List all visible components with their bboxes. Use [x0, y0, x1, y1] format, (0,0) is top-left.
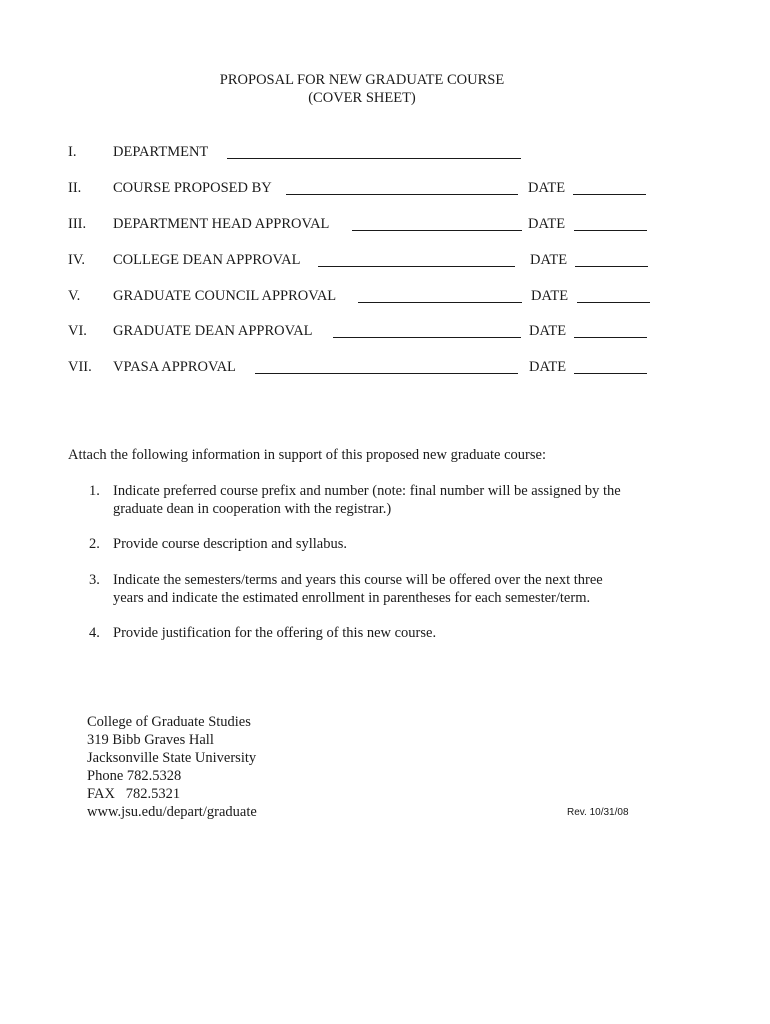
- office-building: 319 Bibb Graves Hall: [87, 732, 214, 748]
- date-label: DATE: [528, 180, 566, 196]
- row-number: II.: [68, 180, 82, 196]
- row-number: VI.: [68, 323, 87, 339]
- row-number: IV.: [68, 252, 86, 268]
- row-label: GRADUATE DEAN APPROVAL: [113, 323, 313, 339]
- department-head-date-line[interactable]: [574, 216, 647, 231]
- item-text: [113, 624, 653, 642]
- item-line: years and indicate the estimated enrollment in parentheses for each semester/term.: [113, 590, 591, 606]
- office-name: College of Graduate Studies: [87, 714, 251, 730]
- row-label: VPASA APPROVAL: [113, 359, 236, 375]
- row-number: VII.: [68, 359, 92, 375]
- item-text: [113, 482, 653, 518]
- graduate-council-signature-line[interactable]: [358, 288, 522, 303]
- approval-row-vpasa: [0, 357, 770, 377]
- website-link[interactable]: www.jsu.edu/depart/graduate: [87, 804, 257, 820]
- instructions-intro: Attach the following information in support of this proposed new graduate course:: [68, 447, 546, 463]
- item-number: 4.: [89, 625, 100, 641]
- row-label: DEPARTMENT HEAD APPROVAL: [113, 216, 330, 232]
- approval-row-college-dean: [0, 250, 770, 270]
- row-label: COLLEGE DEAN APPROVAL: [113, 252, 301, 268]
- row-number: V.: [68, 288, 81, 304]
- college-dean-signature-line[interactable]: [318, 252, 515, 267]
- vpasa-date-line[interactable]: [574, 359, 647, 374]
- graduate-council-date-line[interactable]: [577, 288, 650, 303]
- department-head-signature-line[interactable]: [352, 216, 522, 231]
- approval-row-department-head: [0, 214, 770, 234]
- date-label: DATE: [528, 216, 566, 232]
- date-label: DATE: [529, 323, 567, 339]
- department-signature-line[interactable]: [227, 144, 521, 159]
- graduate-dean-signature-line[interactable]: [333, 323, 521, 338]
- item-line: Indicate preferred course prefix and number (note: final number will be assigned by the: [113, 483, 621, 499]
- item-line: Provide justification for the offering of this new course.: [113, 625, 437, 641]
- row-label: DEPARTMENT: [113, 144, 209, 160]
- approval-row-graduate-council: [0, 286, 770, 306]
- date-label: DATE: [529, 359, 567, 375]
- revision-date: Rev. 10/31/08: [567, 807, 629, 818]
- course-proposed-by-signature-line[interactable]: [286, 180, 518, 195]
- item-text: [113, 571, 653, 607]
- row-label: GRADUATE COUNCIL APPROVAL: [113, 288, 337, 304]
- course-proposed-by-date-line[interactable]: [573, 180, 646, 195]
- row-label: COURSE PROPOSED BY: [113, 180, 272, 196]
- graduate-dean-date-line[interactable]: [574, 323, 647, 338]
- item-number: 1.: [89, 483, 100, 499]
- item-line: Indicate the semesters/terms and years this course will be offered over the next three: [113, 572, 603, 588]
- approval-row-course-proposed-by: [0, 178, 770, 198]
- date-label: DATE: [531, 288, 569, 304]
- item-number: 2.: [89, 536, 100, 552]
- vpasa-signature-line[interactable]: [255, 359, 518, 374]
- item-line: Provide course description and syllabus.: [113, 536, 347, 552]
- row-number: III.: [68, 216, 87, 232]
- item-text: [113, 535, 653, 553]
- university-name: Jacksonville State University: [87, 750, 257, 766]
- approval-row-department: [0, 142, 770, 162]
- phone-number: Phone 782.5328: [87, 768, 182, 784]
- item-line: graduate dean in cooperation with the registrar.): [113, 501, 392, 517]
- row-number: I.: [68, 144, 77, 160]
- fax-number: FAX 782.5321: [87, 786, 181, 802]
- page-subtitle: (COVER SHEET): [308, 90, 416, 106]
- office-address: [87, 713, 257, 821]
- college-dean-date-line[interactable]: [575, 252, 648, 267]
- date-label: DATE: [530, 252, 568, 268]
- page-title: PROPOSAL FOR NEW GRADUATE COURSE: [219, 72, 505, 88]
- approval-row-graduate-dean: [0, 321, 770, 341]
- item-number: 3.: [89, 572, 100, 588]
